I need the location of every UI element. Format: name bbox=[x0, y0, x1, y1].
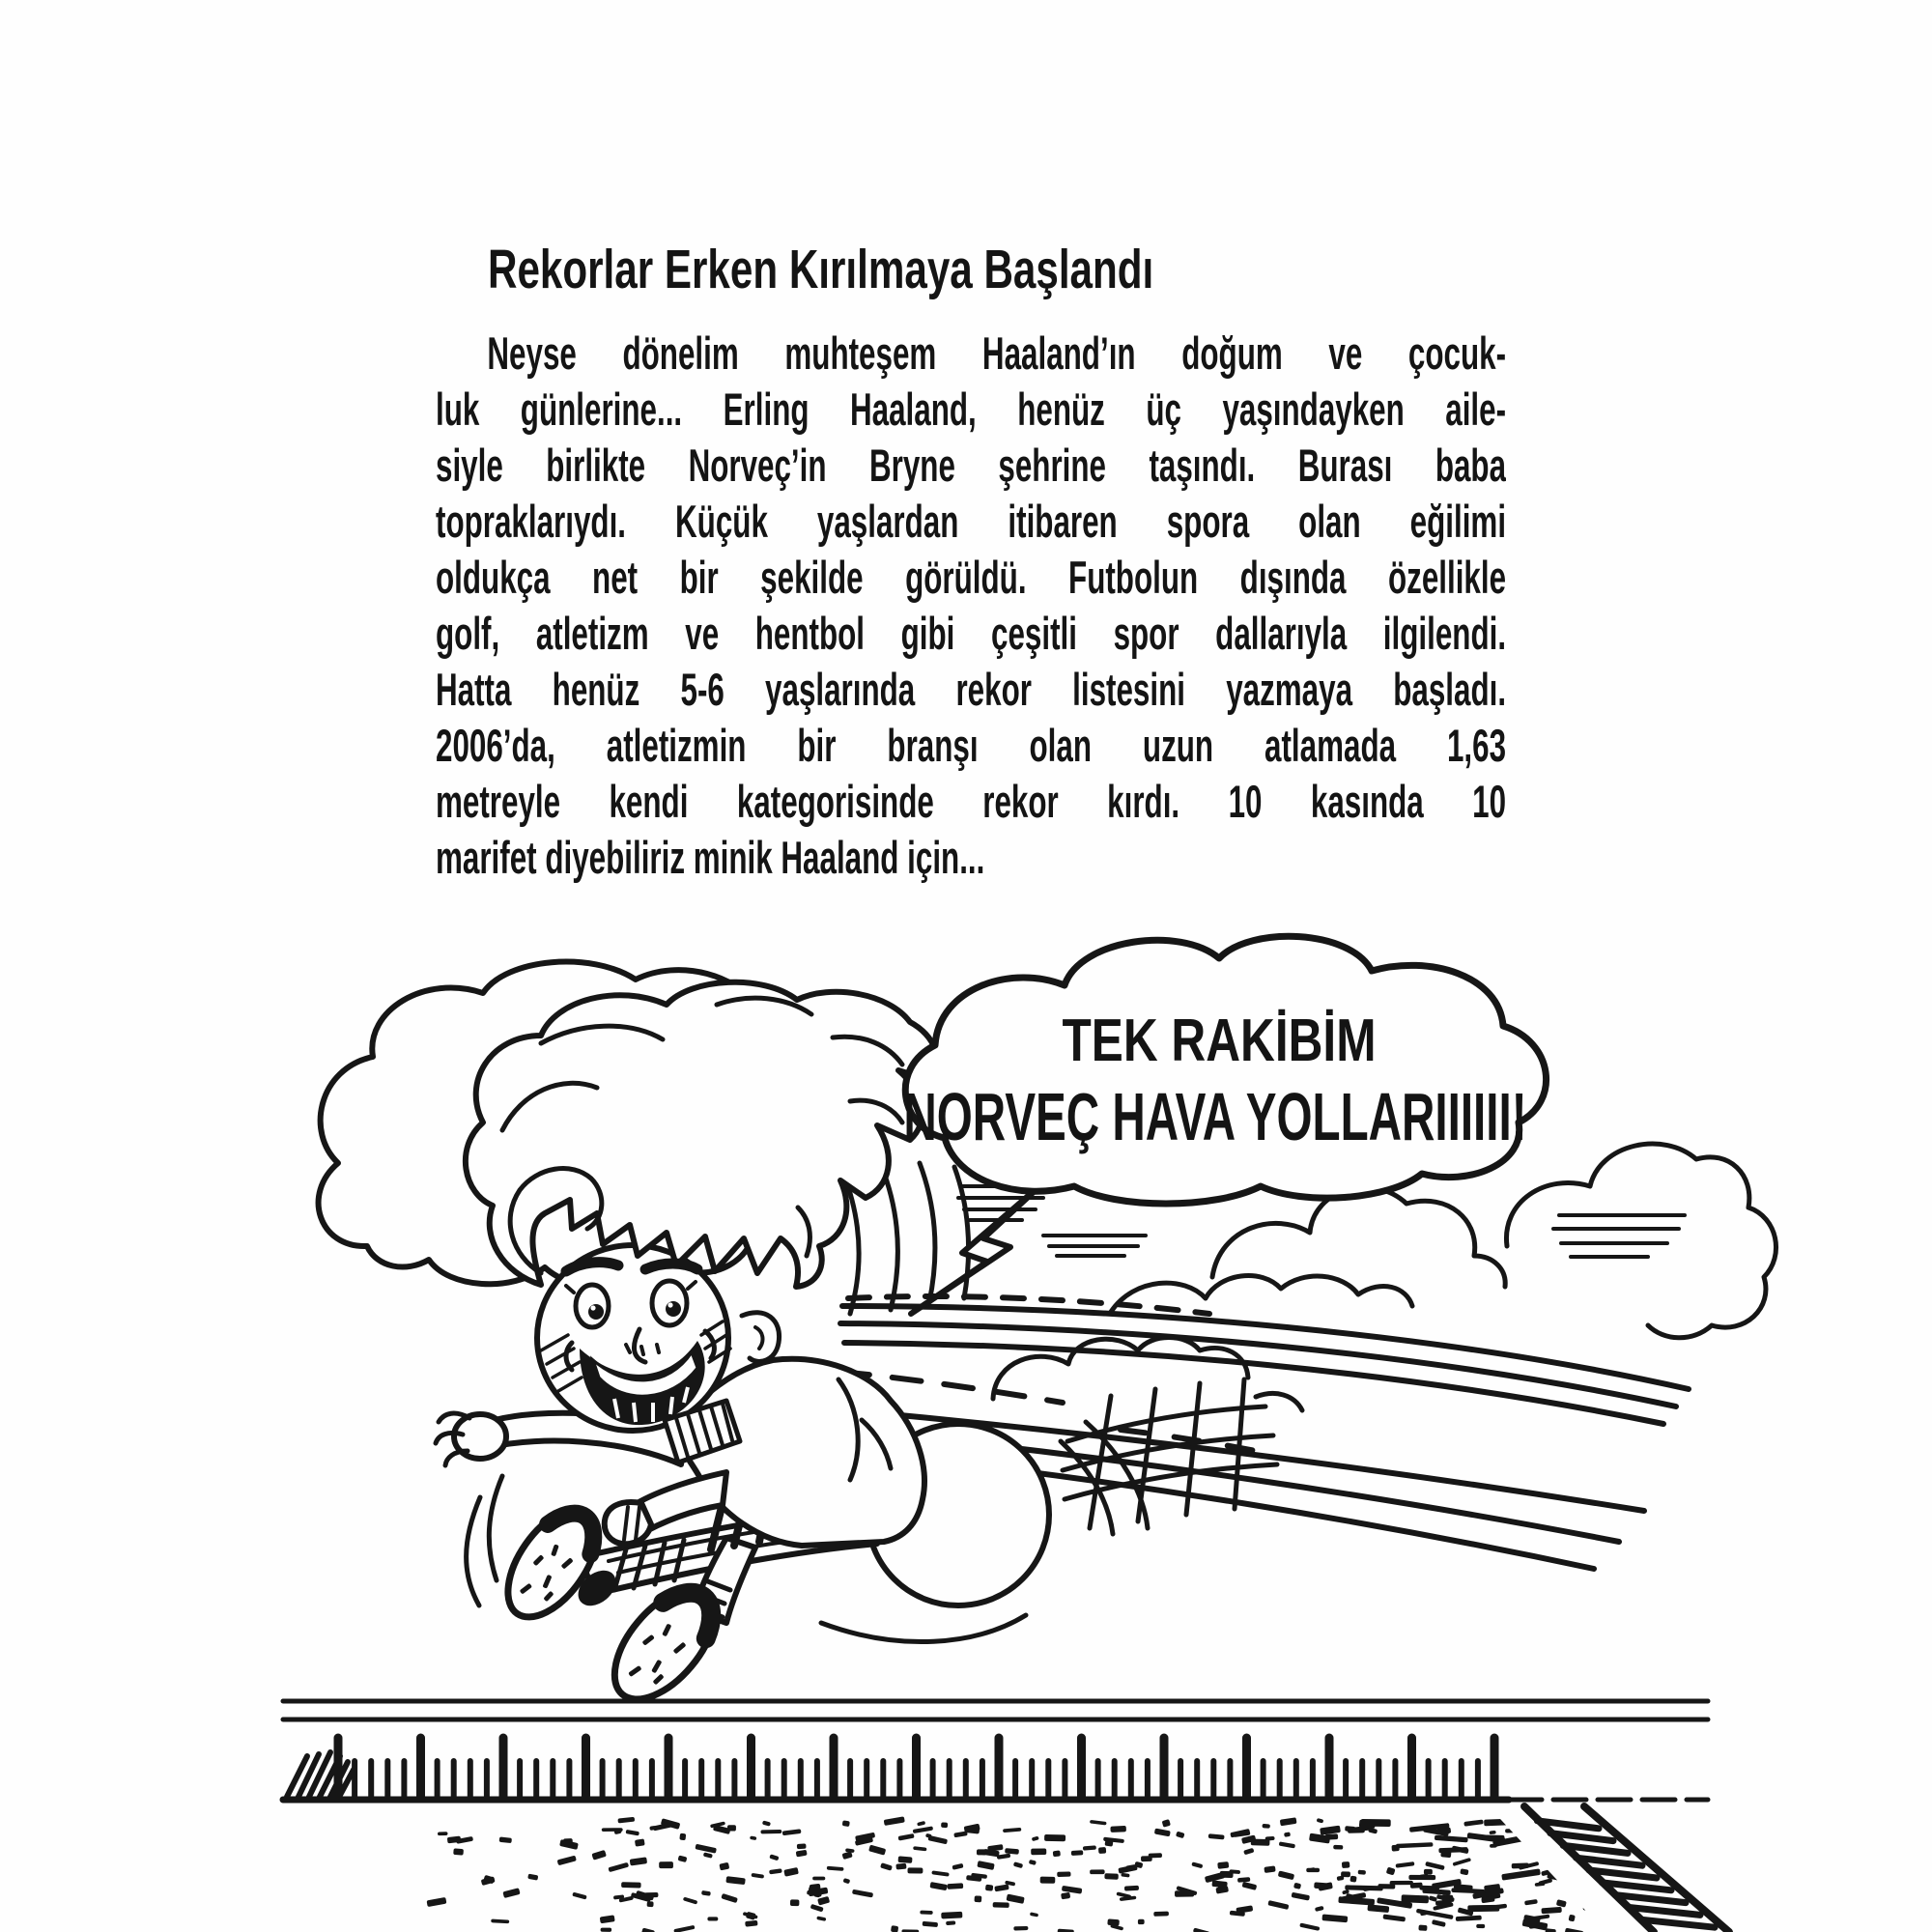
sneaker-icon bbox=[596, 1572, 734, 1717]
speech-bubble bbox=[903, 936, 1546, 1314]
takeoff-board-hatch bbox=[287, 1752, 354, 1799]
paragraph-line: siyle birlikte Norveç’in Bryne şehrine taşındı. Burası baba bbox=[436, 440, 1507, 491]
sand-pit-stipple bbox=[427, 1816, 1603, 1932]
section-heading: Rekorlar Erken Kırılmaya Başlandı bbox=[488, 239, 1154, 300]
paragraph-line: oldukça net bir şekilde görüldü. Futbolun dışında özellikle bbox=[436, 552, 1507, 603]
paragraph-line: golf, atletizm ve hentbol gibi çeşitli spor dallarıyla ilgilendi. bbox=[436, 608, 1507, 659]
track-edge-ladder bbox=[1488, 1805, 1739, 1932]
measuring-ruler-ticks bbox=[338, 1738, 1494, 1798]
paragraph-line: topraklarıydı. Küçük yaşlardan itibaren spora olan eğilimi bbox=[436, 496, 1507, 547]
paragraph-line: 2006’da, atletizmin bir branşı olan uzun atlamada 1,63 bbox=[436, 720, 1507, 771]
long-jump-pit bbox=[283, 1701, 1739, 1932]
paragraph-line: Neyse dönelim muhteşem Haaland’ın doğum ve çocuk- bbox=[487, 327, 1507, 379]
speech-bubble-text-line2: NORVEÇ HAVA YOLLARIIIIII! bbox=[903, 1078, 1527, 1155]
paragraph-line: metreyle kendi kategorisinde rekor kırdı. 10 kasında 10 bbox=[436, 776, 1507, 827]
speech-bubble-text-line1: TEK RAKİBİM bbox=[1062, 1006, 1377, 1074]
paragraph-line: marifet diyebiliriz minik Haaland için... bbox=[436, 832, 985, 883]
paragraph-line: luk günlerine... Erling Haaland, henüz üç yaşındayken aile- bbox=[436, 384, 1507, 435]
track-lines bbox=[283, 1701, 1708, 1719]
paragraph-line: Hatta henüz 5-6 yaşlarında rekor listesini yazmaya başladı. bbox=[436, 664, 1507, 715]
